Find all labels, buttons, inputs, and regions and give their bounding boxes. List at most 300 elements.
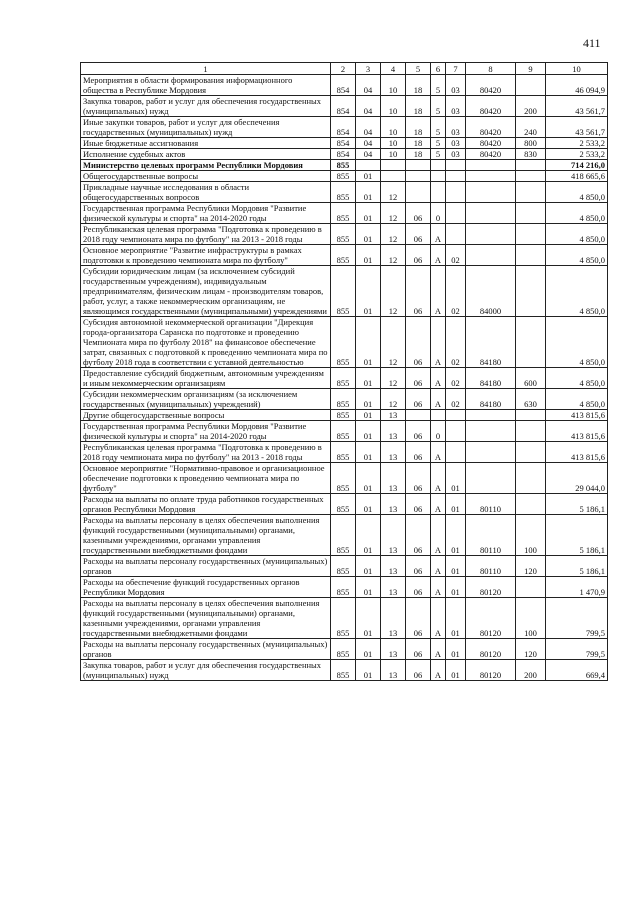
cell-subprogram: 0 <box>431 203 446 224</box>
cell-subprogram <box>431 171 446 182</box>
cell-description: Субсидии некоммерческим организациям (за исключением государственных (муниципальных) учреждений) <box>81 389 331 410</box>
table-row <box>81 442 608 463</box>
cell-program: 06 <box>406 660 431 681</box>
cell-event: 01 <box>446 577 466 598</box>
cell-program: 06 <box>406 389 431 410</box>
cell-program: 06 <box>406 421 431 442</box>
cell-section: 01 <box>356 317 381 368</box>
cell-direction: 80420 <box>466 138 516 149</box>
cell-description: Республиканская целевая программа "Подготовка к проведению в 2018 году чемпионата мира по футболу" на 2013 - 2018 годы <box>81 442 331 463</box>
cell-subsection <box>381 171 406 182</box>
cell-amount: 413 815,6 <box>546 421 608 442</box>
col-header: 6 <box>431 63 446 75</box>
cell-event: 01 <box>446 556 466 577</box>
cell-description: Иные бюджетные ассигнования <box>81 138 331 149</box>
cell-subsection: 13 <box>381 639 406 660</box>
cell-section: 01 <box>356 639 381 660</box>
cell-expense-type <box>516 75 546 96</box>
cell-amount: 2 533,2 <box>546 138 608 149</box>
cell-description: Закупка товаров, работ и услуг для обеспечения государственных (муниципальных) нужд <box>81 96 331 117</box>
cell-ministry: 855 <box>331 494 356 515</box>
cell-description: Расходы на выплаты персоналу государственных (муниципальных) органов <box>81 639 331 660</box>
cell-subsection: 12 <box>381 245 406 266</box>
cell-direction: 84000 <box>466 266 516 317</box>
cell-event <box>446 442 466 463</box>
cell-subsection: 12 <box>381 203 406 224</box>
cell-subprogram: А <box>431 317 446 368</box>
cell-expense-type <box>516 410 546 421</box>
cell-expense-type: 120 <box>516 639 546 660</box>
cell-description: Предоставление субсидий бюджетным, автономным учреждениям и иным некоммерческим организациям <box>81 368 331 389</box>
cell-expense-type: 200 <box>516 96 546 117</box>
table-row <box>81 317 608 368</box>
cell-ministry: 855 <box>331 639 356 660</box>
cell-subprogram: А <box>431 494 446 515</box>
cell-expense-type <box>516 266 546 317</box>
cell-event <box>446 421 466 442</box>
table-body <box>81 75 608 681</box>
cell-expense-type <box>516 160 546 171</box>
cell-subsection: 12 <box>381 182 406 203</box>
cell-section: 04 <box>356 149 381 160</box>
cell-event: 01 <box>446 660 466 681</box>
table-row <box>81 410 608 421</box>
cell-event: 02 <box>446 368 466 389</box>
cell-section: 01 <box>356 203 381 224</box>
cell-direction: 80120 <box>466 639 516 660</box>
cell-ministry: 855 <box>331 463 356 494</box>
cell-subsection: 12 <box>381 224 406 245</box>
cell-amount: 413 815,6 <box>546 410 608 421</box>
cell-event: 02 <box>446 266 466 317</box>
cell-expense-type <box>516 171 546 182</box>
cell-section: 04 <box>356 75 381 96</box>
cell-section: 01 <box>356 577 381 598</box>
cell-description: Расходы на выплаты персоналу в целях обеспечения выполнения функций государственными (муниципальными) органами, казенными учреждениями, органами управления государственными внебюджетными фондами <box>81 598 331 639</box>
cell-program <box>406 410 431 421</box>
cell-direction <box>466 421 516 442</box>
cell-expense-type <box>516 463 546 494</box>
cell-direction <box>466 203 516 224</box>
cell-ministry: 854 <box>331 117 356 138</box>
cell-subsection: 13 <box>381 598 406 639</box>
cell-amount: 4 850,0 <box>546 389 608 410</box>
table-row <box>81 598 608 639</box>
cell-subprogram: А <box>431 515 446 556</box>
cell-event: 01 <box>446 494 466 515</box>
cell-amount: 413 815,6 <box>546 442 608 463</box>
cell-subsection: 12 <box>381 368 406 389</box>
cell-description: Государственная программа Республики Мордовия "Развитие физической культуры и спорта" на 2014-2020 годы <box>81 203 331 224</box>
cell-subsection: 13 <box>381 442 406 463</box>
cell-subprogram: 5 <box>431 117 446 138</box>
cell-subsection: 10 <box>381 75 406 96</box>
cell-direction: 80120 <box>466 660 516 681</box>
cell-amount: 4 850,0 <box>546 317 608 368</box>
cell-subprogram <box>431 410 446 421</box>
cell-amount: 799,5 <box>546 639 608 660</box>
cell-expense-type <box>516 494 546 515</box>
cell-description: Прикладные научные исследования в области общегосударственных вопросов <box>81 182 331 203</box>
table-row <box>81 639 608 660</box>
cell-subsection: 10 <box>381 96 406 117</box>
cell-section: 01 <box>356 442 381 463</box>
cell-direction <box>466 171 516 182</box>
col-header: 7 <box>446 63 466 75</box>
cell-event <box>446 203 466 224</box>
cell-subprogram <box>431 182 446 203</box>
cell-ministry: 855 <box>331 245 356 266</box>
cell-section: 01 <box>356 598 381 639</box>
cell-program <box>406 182 431 203</box>
cell-program: 18 <box>406 96 431 117</box>
col-header: 8 <box>466 63 516 75</box>
cell-event: 02 <box>446 317 466 368</box>
cell-program: 06 <box>406 317 431 368</box>
cell-expense-type: 600 <box>516 368 546 389</box>
cell-subsection: 12 <box>381 317 406 368</box>
cell-subsection: 12 <box>381 389 406 410</box>
cell-subprogram: А <box>431 266 446 317</box>
cell-ministry: 855 <box>331 266 356 317</box>
cell-section: 01 <box>356 660 381 681</box>
cell-subsection: 13 <box>381 515 406 556</box>
cell-description: Государственная программа Республики Мордовия "Развитие физической культуры и спорта" на 2014-2020 годы <box>81 421 331 442</box>
cell-event: 03 <box>446 149 466 160</box>
cell-event <box>446 171 466 182</box>
cell-subprogram: А <box>431 598 446 639</box>
cell-program: 06 <box>406 245 431 266</box>
table-row <box>81 577 608 598</box>
cell-section: 01 <box>356 556 381 577</box>
cell-direction: 80420 <box>466 117 516 138</box>
cell-section: 01 <box>356 368 381 389</box>
cell-subprogram: 5 <box>431 75 446 96</box>
cell-subsection: 13 <box>381 556 406 577</box>
cell-program: 06 <box>406 556 431 577</box>
cell-program: 06 <box>406 266 431 317</box>
cell-description: Основное мероприятие "Развитие инфраструктуры в рамках подготовки к проведению чемпионата мира по футболу" <box>81 245 331 266</box>
cell-direction: 80120 <box>466 577 516 598</box>
cell-direction <box>466 224 516 245</box>
cell-program: 06 <box>406 224 431 245</box>
cell-subsection: 13 <box>381 660 406 681</box>
cell-description: Основное мероприятие "Нормативно-правовое и организационное обеспечение подготовки к проведению чемпионата мира по футболу" <box>81 463 331 494</box>
cell-subprogram: 5 <box>431 138 446 149</box>
cell-expense-type <box>516 577 546 598</box>
cell-subprogram: А <box>431 368 446 389</box>
cell-description: Расходы на выплаты персоналу государственных (муниципальных) органов <box>81 556 331 577</box>
cell-description: Министерство целевых программ Республики Мордовия <box>81 160 331 171</box>
cell-expense-type: 120 <box>516 556 546 577</box>
cell-direction: 80420 <box>466 75 516 96</box>
cell-ministry: 855 <box>331 556 356 577</box>
cell-amount: 714 216,0 <box>546 160 608 171</box>
cell-event <box>446 182 466 203</box>
cell-program: 06 <box>406 639 431 660</box>
cell-expense-type <box>516 421 546 442</box>
cell-amount: 46 094,9 <box>546 75 608 96</box>
budget-table <box>80 62 608 681</box>
cell-event: 01 <box>446 598 466 639</box>
cell-subprogram: 0 <box>431 421 446 442</box>
cell-description: Субсидии юридическим лицам (за исключением субсидий государственным учреждениям), индивидуальным предпринимателям, физическим лицам - производителям товаров, работ, услуг, а также некоммерческим организациям, не являющимся государственными (муниципальными) учреждениями <box>81 266 331 317</box>
cell-expense-type: 240 <box>516 117 546 138</box>
col-header: 9 <box>516 63 546 75</box>
cell-subprogram <box>431 160 446 171</box>
cell-expense-type <box>516 224 546 245</box>
cell-description: Исполнение судебных актов <box>81 149 331 160</box>
cell-amount: 5 186,1 <box>546 494 608 515</box>
cell-ministry: 855 <box>331 515 356 556</box>
cell-description: Расходы на выплаты персоналу в целях обеспечения выполнения функций государственными (муниципальными) органами, казенными учреждениями, органами управления государственными внебюджетными фондами <box>81 515 331 556</box>
cell-subprogram: А <box>431 389 446 410</box>
cell-event: 02 <box>446 389 466 410</box>
table-row <box>81 515 608 556</box>
cell-amount: 43 561,7 <box>546 117 608 138</box>
cell-expense-type <box>516 182 546 203</box>
cell-subprogram: А <box>431 556 446 577</box>
cell-subsection: 13 <box>381 577 406 598</box>
cell-event: 03 <box>446 117 466 138</box>
cell-subprogram: А <box>431 577 446 598</box>
cell-section: 01 <box>356 421 381 442</box>
table-row <box>81 421 608 442</box>
cell-ministry: 855 <box>331 421 356 442</box>
cell-subsection: 13 <box>381 494 406 515</box>
col-header: 2 <box>331 63 356 75</box>
cell-ministry: 854 <box>331 75 356 96</box>
table-row <box>81 368 608 389</box>
col-header: 10 <box>546 63 608 75</box>
cell-ministry: 855 <box>331 317 356 368</box>
cell-program: 06 <box>406 577 431 598</box>
cell-event: 03 <box>446 138 466 149</box>
cell-event <box>446 410 466 421</box>
cell-amount: 5 186,1 <box>546 556 608 577</box>
cell-subprogram: А <box>431 224 446 245</box>
cell-section: 01 <box>356 515 381 556</box>
cell-amount: 418 665,6 <box>546 171 608 182</box>
cell-direction: 80110 <box>466 515 516 556</box>
cell-ministry: 854 <box>331 149 356 160</box>
cell-description: Субсидия автономной некоммерческой организации "Дирекция города-организатора Саранска по подготовке и проведению Чемпионата мира по футболу 2018" на финансовое обеспечение затрат, связанных с подготовкой к проведению чемпионата мира по футболу 2018 года в соответствии с уставной деятельностью <box>81 317 331 368</box>
cell-program: 18 <box>406 138 431 149</box>
cell-section: 01 <box>356 389 381 410</box>
table-row <box>81 203 608 224</box>
table-row <box>81 389 608 410</box>
cell-amount: 4 850,0 <box>546 245 608 266</box>
cell-amount: 43 561,7 <box>546 96 608 117</box>
cell-ministry: 855 <box>331 410 356 421</box>
cell-event: 01 <box>446 639 466 660</box>
cell-program: 06 <box>406 598 431 639</box>
table-row <box>81 245 608 266</box>
cell-amount: 4 850,0 <box>546 368 608 389</box>
cell-description: Расходы на выплаты по оплате труда работников государственных органов Республики Мордовия <box>81 494 331 515</box>
table-row <box>81 660 608 681</box>
cell-section: 01 <box>356 171 381 182</box>
table-row <box>81 494 608 515</box>
cell-subsection: 12 <box>381 266 406 317</box>
cell-ministry: 855 <box>331 598 356 639</box>
cell-subsection: 13 <box>381 463 406 494</box>
cell-section: 04 <box>356 138 381 149</box>
cell-expense-type: 200 <box>516 660 546 681</box>
table-row <box>81 171 608 182</box>
cell-direction: 80420 <box>466 149 516 160</box>
cell-ministry: 855 <box>331 160 356 171</box>
cell-expense-type <box>516 442 546 463</box>
cell-expense-type: 100 <box>516 515 546 556</box>
cell-direction <box>466 410 516 421</box>
cell-subsection: 10 <box>381 149 406 160</box>
cell-expense-type: 830 <box>516 149 546 160</box>
cell-ministry: 855 <box>331 368 356 389</box>
cell-direction: 84180 <box>466 368 516 389</box>
cell-direction <box>466 442 516 463</box>
cell-subprogram: А <box>431 442 446 463</box>
cell-ministry: 855 <box>331 442 356 463</box>
cell-section: 01 <box>356 494 381 515</box>
cell-section: 01 <box>356 410 381 421</box>
cell-description: Другие общегосударственные вопросы <box>81 410 331 421</box>
cell-description: Мероприятия в области формирования информационного общества в Республике Мордовия <box>81 75 331 96</box>
cell-section: 01 <box>356 245 381 266</box>
cell-amount: 4 850,0 <box>546 203 608 224</box>
cell-event <box>446 224 466 245</box>
cell-section <box>356 160 381 171</box>
table-row <box>81 224 608 245</box>
cell-amount: 4 850,0 <box>546 182 608 203</box>
cell-event <box>446 160 466 171</box>
cell-subprogram: А <box>431 660 446 681</box>
table-row <box>81 96 608 117</box>
cell-program: 06 <box>406 515 431 556</box>
cell-program: 06 <box>406 463 431 494</box>
table-row <box>81 463 608 494</box>
cell-description: Республиканская целевая программа "Подготовка к проведению в 2018 году чемпионата мира по футболу" на 2013 - 2018 годы <box>81 224 331 245</box>
cell-ministry: 855 <box>331 182 356 203</box>
cell-subprogram: 5 <box>431 149 446 160</box>
table-row <box>81 117 608 138</box>
cell-direction <box>466 160 516 171</box>
cell-amount: 29 044,0 <box>546 463 608 494</box>
cell-direction <box>466 245 516 266</box>
cell-amount: 5 186,1 <box>546 515 608 556</box>
cell-subsection: 13 <box>381 410 406 421</box>
page-number: 411 <box>583 36 601 50</box>
table-row <box>81 160 608 171</box>
cell-ministry: 854 <box>331 96 356 117</box>
cell-program: 06 <box>406 203 431 224</box>
cell-subsection <box>381 160 406 171</box>
cell-ministry: 855 <box>331 660 356 681</box>
cell-ministry: 855 <box>331 577 356 598</box>
table-row <box>81 75 608 96</box>
cell-amount: 1 470,9 <box>546 577 608 598</box>
cell-section: 01 <box>356 224 381 245</box>
col-header: 3 <box>356 63 381 75</box>
cell-description: Иные закупки товаров, работ и услуг для обеспечения государственных (муниципальных) нужд <box>81 117 331 138</box>
cell-description: Расходы на обеспечение функций государственных органов Республики Мордовия <box>81 577 331 598</box>
cell-program: 18 <box>406 149 431 160</box>
cell-subsection: 10 <box>381 117 406 138</box>
cell-direction: 80120 <box>466 598 516 639</box>
cell-program <box>406 160 431 171</box>
cell-expense-type <box>516 245 546 266</box>
cell-direction: 80110 <box>466 556 516 577</box>
cell-subprogram: А <box>431 639 446 660</box>
cell-subsection: 10 <box>381 138 406 149</box>
cell-description: Общегосударственные вопросы <box>81 171 331 182</box>
col-header: 1 <box>81 63 331 75</box>
cell-ministry: 855 <box>331 224 356 245</box>
cell-program <box>406 171 431 182</box>
cell-amount: 799,5 <box>546 598 608 639</box>
cell-program: 18 <box>406 75 431 96</box>
cell-subsection: 13 <box>381 421 406 442</box>
cell-expense-type: 100 <box>516 598 546 639</box>
cell-program: 06 <box>406 442 431 463</box>
cell-event: 01 <box>446 463 466 494</box>
cell-program: 06 <box>406 494 431 515</box>
cell-subprogram: 5 <box>431 96 446 117</box>
cell-expense-type <box>516 317 546 368</box>
cell-event: 01 <box>446 515 466 556</box>
cell-amount: 2 533,2 <box>546 149 608 160</box>
cell-program: 06 <box>406 368 431 389</box>
table-row <box>81 149 608 160</box>
cell-ministry: 855 <box>331 171 356 182</box>
cell-section: 04 <box>356 96 381 117</box>
cell-program: 18 <box>406 117 431 138</box>
cell-section: 01 <box>356 463 381 494</box>
cell-event: 02 <box>446 245 466 266</box>
cell-section: 01 <box>356 182 381 203</box>
cell-expense-type: 800 <box>516 138 546 149</box>
col-header: 4 <box>381 63 406 75</box>
cell-direction: 80420 <box>466 96 516 117</box>
cell-direction <box>466 182 516 203</box>
cell-subprogram: А <box>431 463 446 494</box>
cell-section: 01 <box>356 266 381 317</box>
cell-amount: 669,4 <box>546 660 608 681</box>
cell-amount: 4 850,0 <box>546 266 608 317</box>
col-header: 5 <box>406 63 431 75</box>
cell-ministry: 855 <box>331 389 356 410</box>
header-row <box>81 63 608 75</box>
cell-amount: 4 850,0 <box>546 224 608 245</box>
cell-ministry: 855 <box>331 203 356 224</box>
cell-expense-type <box>516 203 546 224</box>
table-row <box>81 182 608 203</box>
cell-description: Закупка товаров, работ и услуг для обеспечения государственных (муниципальных) нужд <box>81 660 331 681</box>
cell-event: 03 <box>446 96 466 117</box>
cell-ministry: 854 <box>331 138 356 149</box>
cell-direction: 80110 <box>466 494 516 515</box>
cell-direction <box>466 463 516 494</box>
cell-expense-type: 630 <box>516 389 546 410</box>
cell-section: 04 <box>356 117 381 138</box>
cell-direction: 84180 <box>466 389 516 410</box>
cell-direction: 84180 <box>466 317 516 368</box>
table-row <box>81 556 608 577</box>
table-row <box>81 138 608 149</box>
cell-subprogram: А <box>431 245 446 266</box>
cell-event: 03 <box>446 75 466 96</box>
table-row <box>81 266 608 317</box>
